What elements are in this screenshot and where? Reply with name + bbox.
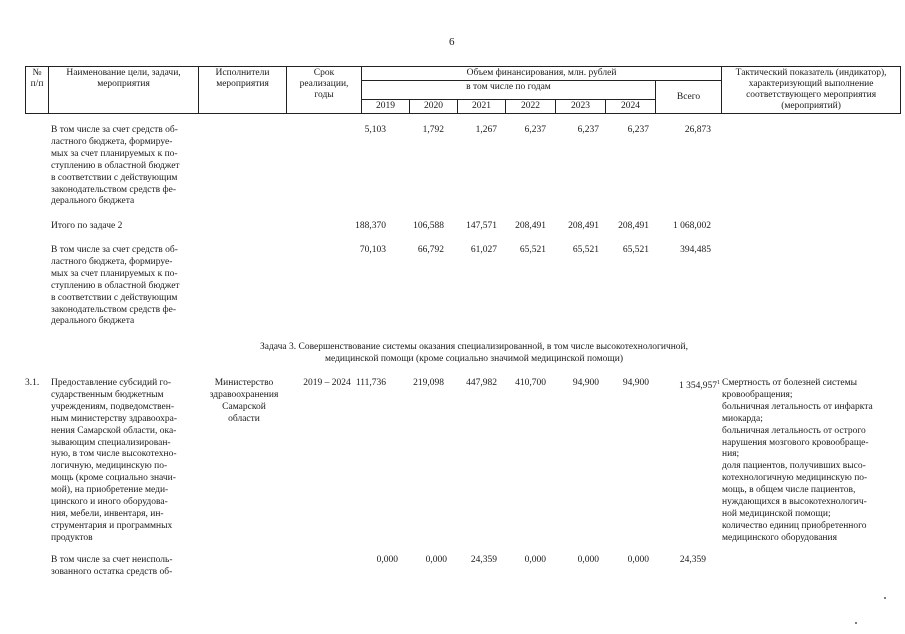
value-2019: 188,370 (355, 221, 386, 231)
value-2023: 0,000 (577, 555, 599, 565)
value-2022: 65,521 (519, 245, 546, 255)
row-description: В том числе за счет средств об- ластного бюджета, формируе- мых за счет планируемых к по- ступлению в областной бюджет в соответствии с действующим законодательством средств фе- дерального бюджета (51, 245, 180, 327)
value-2020: 219,098 (413, 378, 444, 388)
header-year: 2021 (458, 100, 506, 114)
header-term: Срок реализации, годы (287, 67, 362, 114)
row-description: В том числе за счет неисполь- зованного остатка средств об- (51, 555, 173, 577)
value-total: 26,873 (684, 125, 711, 135)
header-executor: Исполнители мероприятия (199, 67, 287, 114)
value-2021: 24,359 (470, 555, 497, 565)
value-2022: 208,491 (515, 221, 546, 231)
value-2021: 61,027 (470, 245, 497, 255)
value-2021: 447,982 (466, 378, 497, 388)
value-2020: 66,792 (417, 245, 444, 255)
value-total: 24,359 (679, 555, 706, 565)
value-2023: 94,900 (572, 378, 599, 388)
row-number: 3.1. (25, 378, 40, 388)
value-2023: 65,521 (572, 245, 599, 255)
value-2019: 0,000 (376, 555, 398, 565)
row-description: В том числе за счет средств об- ластного бюджета, формируе- мых за счет планируемых к по- ступлению в областной бюджет в соответствии с действующим законодательством средств фе- дерального бюджета (51, 125, 180, 207)
value-2023: 6,237 (577, 125, 599, 135)
row-term: 2019 – 2024 (303, 378, 351, 388)
row-description: Предоставление субсидий го- сударственным бюджетным учреждениям, подведомствен- ным министерству здравоохра- нения Самарской области, ока- зывающим специализирован- ную, в том числе высокотехно- логичную, медицинскую по- мощь (кроме социально значи- мой), на приобретение меди- цинского и иного оборудова- ния, мебели, инвентаря, ин- струментария и программных продуктов (51, 378, 178, 543)
value-2022: 0,000 (524, 555, 546, 565)
header-year: 2023 (556, 100, 606, 114)
value-2020: 106,588 (413, 221, 444, 231)
value-2024: 65,521 (622, 245, 649, 255)
header-name: Наименование цели, задачи, мероприятия (49, 67, 199, 114)
header-year: 2022 (506, 100, 556, 114)
value-2021: 1,267 (475, 125, 497, 135)
value-2024: 0,000 (627, 555, 649, 565)
header-year: 2024 (606, 100, 656, 114)
scan-speck (884, 597, 886, 599)
value-2024: 6,237 (627, 125, 649, 135)
header-year: 2020 (410, 100, 458, 114)
value-2022: 410,700 (515, 378, 546, 388)
value-2022: 6,237 (524, 125, 546, 135)
value-2019: 70,103 (359, 245, 386, 255)
header-total: Всего (656, 81, 722, 114)
header-indicator: Тактический показатель (индикатор), характеризующий выполнение соответствующего мероприятия (мероприятий) (722, 67, 901, 114)
value-2019: 111,736 (355, 378, 386, 388)
page-number: 6 (449, 36, 455, 48)
row-executor: Министерство здравоохранения Самарской области (209, 378, 279, 424)
value-2024: 94,900 (622, 378, 649, 388)
row-indicator: Смертность от болезней системы кровообращения; больничная летальность от инфаркта миокарда; больничная летальность от острого нарушения мозгового кровообраще- ния; доля пациентов, получивших высо- котехнологичную медицинскую по- мощь, в общем числе пациентов, нуждающихся в высокотехнологич- ной медицинской помощи; количество единиц приобретенного медицинского оборудования (722, 378, 873, 543)
value-2020: 1,792 (422, 125, 444, 135)
header-by-years: в том числе по годам (362, 81, 656, 100)
header-funding: Объем финансирования, млн. рублей (362, 67, 722, 81)
value-2024: 208,491 (618, 221, 649, 231)
value-2020: 0,000 (425, 555, 447, 565)
task-title: Задача 3. Совершенствование системы оказания специализированной, в том числе высокотехнологичной, медицинской помощи (кроме социально значимой медицинской помощи) (259, 342, 689, 364)
value-total: 1 068,002 (673, 221, 711, 231)
subtotal-label: Итого по задаче 2 (51, 221, 123, 231)
table-header (25, 66, 901, 114)
value-total: 1 354,957$^1$ (679, 380, 720, 392)
scan-speck (855, 622, 857, 624)
header-year: 2019 (362, 100, 410, 114)
footnote-mark: 1 (717, 380, 720, 386)
value-2023: 208,491 (568, 221, 599, 231)
header-num: № п/п (26, 67, 49, 114)
value-total: 394,485 (680, 245, 711, 255)
value-2019: 5,103 (364, 125, 386, 135)
value-2021: 147,571 (466, 221, 497, 231)
